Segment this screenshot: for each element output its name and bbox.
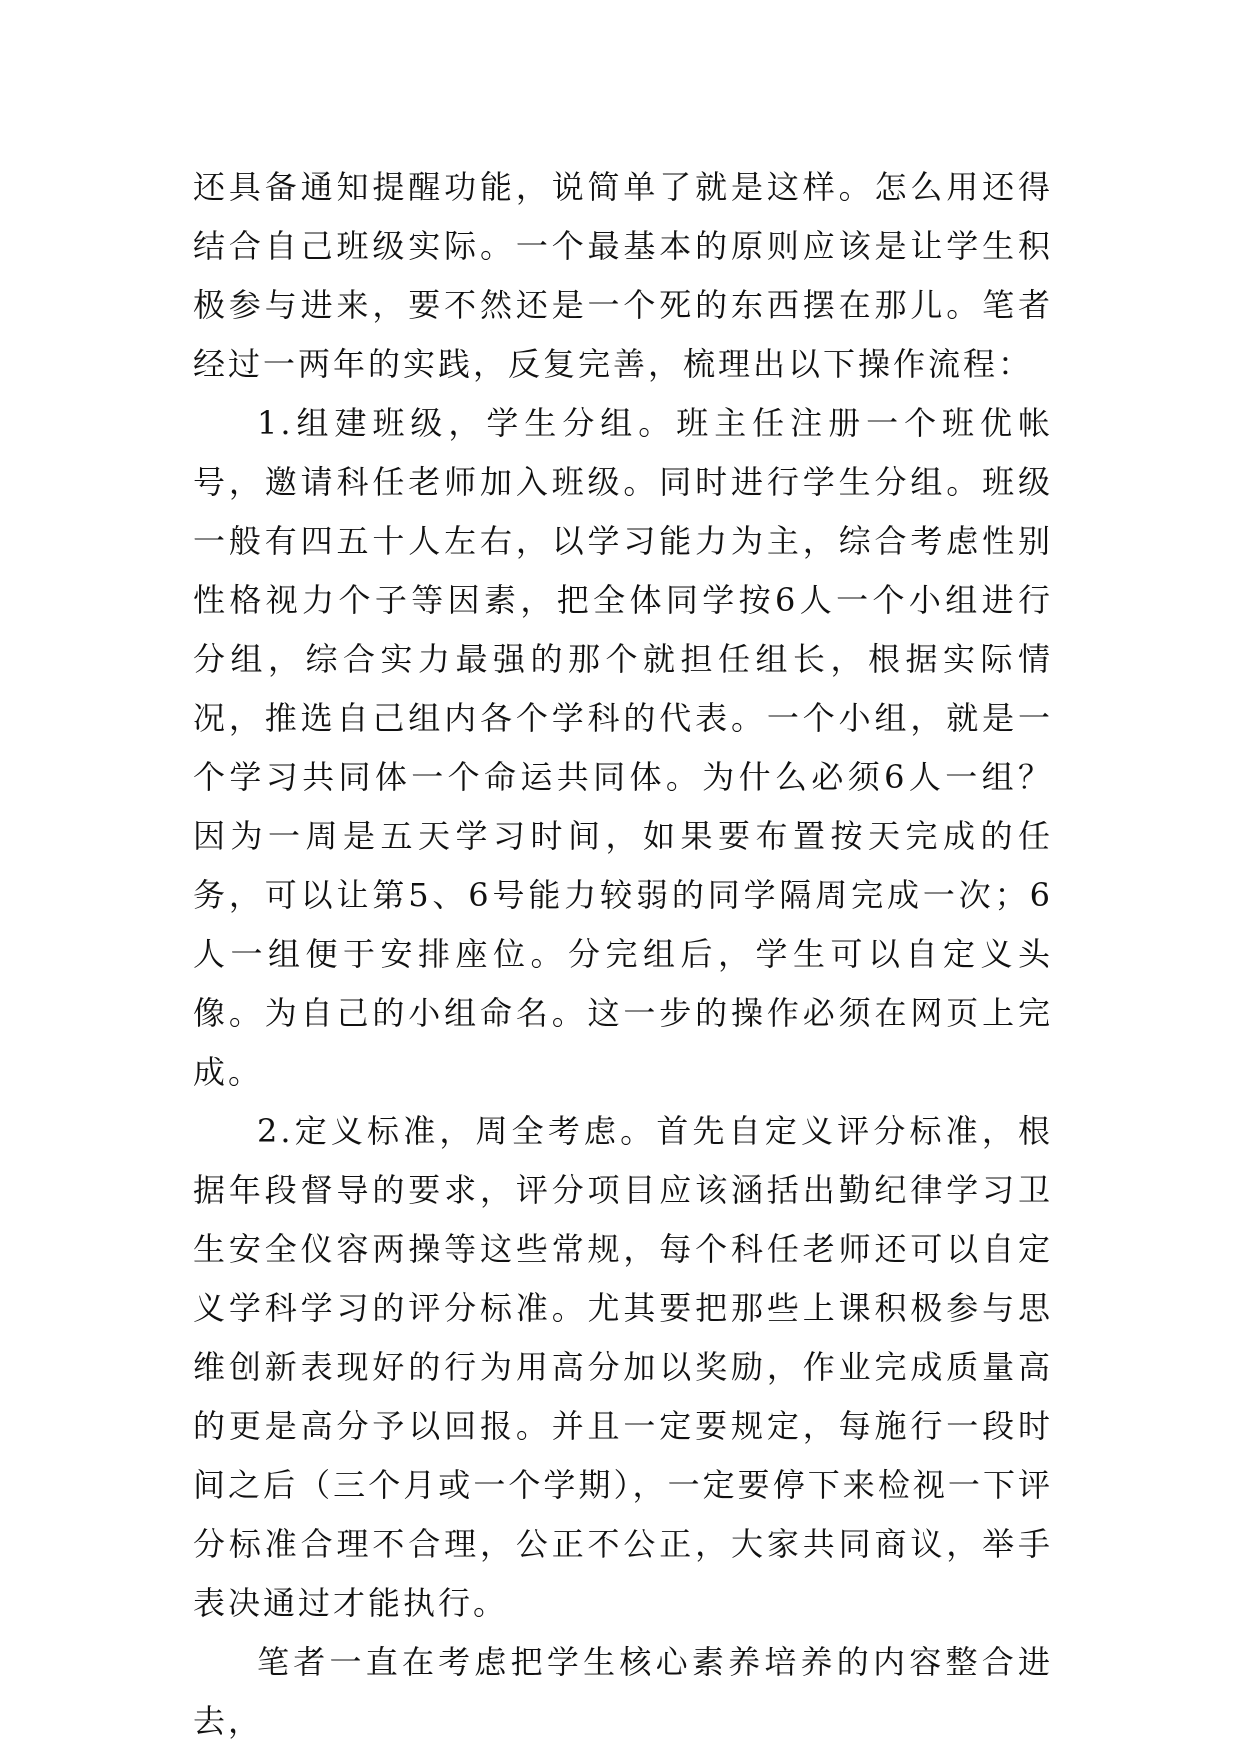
paragraph-step-1: 1.组建班级，学生分组。班主任注册一个班优帐号，邀请科任老师加入班级。同时进行学生分组。班级一般有四五十人左右，以学习能力为主，综合考虑性别性格视力个子等因素，把全体同学按6人一个小组进行分组，综合实力最强的那个就担任组长，根据实际情况，推选自己组内各个学科的代表。一个小组，就是一个学习共同体一个命运共同体。为什么必须6人一组？因为一周是五天学习时间，如果要布置按天完成的任务，可以让第5、6号能力较弱的同学隔周完成一次；6人一组便于安排座位。分完组后，学生可以自定义头像。为自己的小组命名。这一步的操作必须在网页上完成。: [193, 404, 1053, 1091]
paragraph-step-2: 2.定义标准，周全考虑。首先自定义评分标准，根据年段督导的要求，评分项目应该涵括出勤纪律学习卫生安全仪容两操等这些常规，每个科任老师还可以自定义学科学习的评分标准。尤其要把那些上课积极参与思维创新表现好的行为用高分加以奖励，作业完成质量高的更是高分予以回报。并且一定要规定，每施行一段时间之后（三个月或一个学期），一定要停下来检视一下评分标准合理不合理，公正不公正，大家共同商议，举手表决通过才能执行。: [193, 1112, 1053, 1622]
paragraph-intro: 还具备通知提醒功能，说简单了就是这样。怎么用还得结合自己班级实际。一个最基本的原则应该是让学生积极参与进来，要不然还是一个死的东西摆在那儿。笔者经过一两年的实践，反复完善，梳理出以下操作流程：: [193, 168, 1053, 383]
paragraph-closing: 笔者一直在考虑把学生核心素养培养的内容整合进去，: [193, 1643, 1053, 1740]
body-text: [193, 158, 1053, 1751]
